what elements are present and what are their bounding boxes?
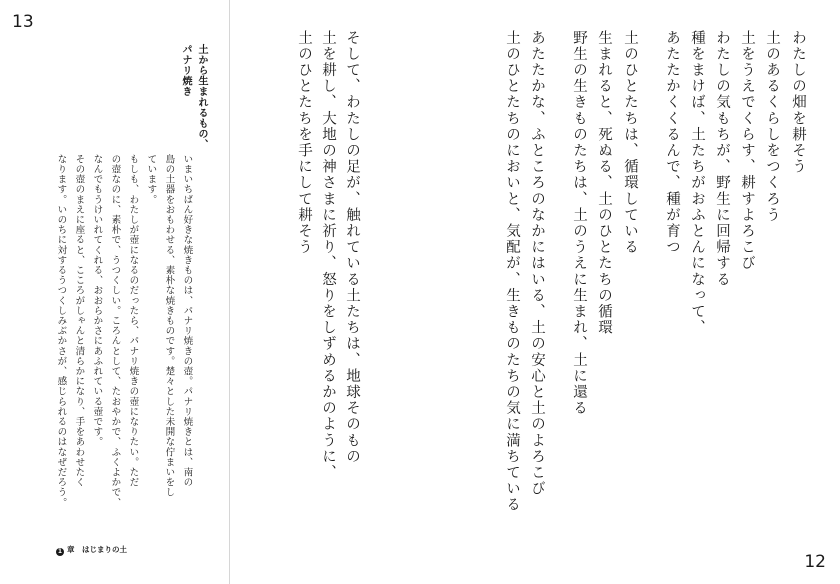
essay-line: いまいちばん好きな焼きものは、パナリ焼きの壺。パナリ焼きとは、南の [181, 154, 193, 488]
poem-line: 野生の生きものたちは、土のうえに生まれ、土に還る [571, 30, 587, 417]
poem-line: あたたかな、ふところのなかにはいる、土の安心と土のよろこび [529, 30, 545, 497]
poem-line: わたしの気もちが、野生に回帰する [714, 30, 730, 288]
poem-line: 土を耕し、大地の神さまに祈り、怒りをしずめるかのように、 [320, 30, 336, 481]
essay-line: もしも、わたしが壺になるのだったら、パナリ焼きの壺になりたい。ただ [127, 154, 139, 488]
chapter-label: 章 はじまりの土 [67, 545, 127, 554]
poem-line: 土のあるくらしをつくろう [764, 30, 780, 224]
poem-line: 土のひとたちを手にして耕そう [296, 30, 312, 256]
essay-line: なります。いのちに対するうつくしみぶかさが、感じられるのはなぜだろう。 [55, 154, 67, 508]
essay-line: 島の土器をおもわせる、素朴な焼きものです。楚々とした未開な佇まいをし [163, 154, 175, 498]
poem-line: あたたかくくるんで、種が育つ [664, 30, 680, 256]
poem-line: 土のひとたちは、循環している [622, 30, 638, 256]
poem-line: 土をうえでくらす、耕すよろこび [739, 30, 755, 272]
poem-line: わたしの畑を耕そう [790, 30, 806, 175]
poem-line: 土のひとたちのにおいと、気配が、生きものたちの気に満ちている [504, 30, 520, 513]
essay-line: ています。 [145, 154, 157, 205]
poem-line: 生まれると、死ぬる、土のひとたちの循環 [596, 30, 612, 336]
chapter-footer [56, 544, 127, 556]
essay-line: なんでもうけいれてくれる、おおらかさにあふれている壺です。 [91, 154, 103, 447]
essay-title-line: パナリ焼き [180, 44, 191, 97]
essay-title-line: 土から生まれるもの、 [196, 44, 207, 150]
page-gutter [229, 0, 230, 584]
chapter-number-badge: 1 [57, 548, 63, 555]
page-number-left: 13 [12, 12, 34, 32]
poem-line: そして、わたしの足が、触れている土たちは、地球そのもの [344, 30, 360, 465]
poem-line: 種をまけば、土たちがおふとんになって、 [689, 30, 705, 336]
essay-line: その壺のまえに座ると、こころがしゃんと清らかになり、手をあわせたく [73, 154, 85, 488]
essay-line: の壺なのに、素朴で、うつくしい。ころんとして、たおやかで、ふくよかで、 [109, 154, 121, 508]
page-number-right: 12 [804, 552, 826, 572]
